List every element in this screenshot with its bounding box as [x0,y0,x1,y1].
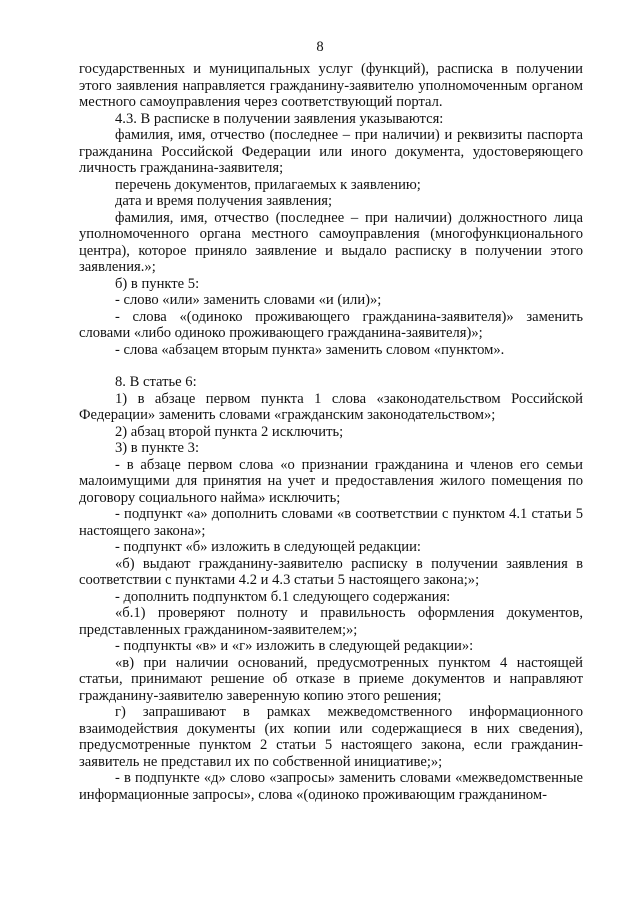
paragraph: фамилия, имя, отчество (последнее – при наличии) должностного лица уполномоченного органа местного самоуправления (многофункционального центра), которое приняло заявление и выдало расписку в получении этого заявления.»; [79,209,583,275]
paragraph: 4.3. В расписке в получении заявления указываются: [115,110,444,127]
paragraph: дата и время получения заявления; [115,193,333,209]
paragraph: - слова «(одиноко проживающего гражданина-заявителя)» заменить словами «либо одиноко проживающего гражданина-заявителя)»; [79,308,583,341]
paragraph-spacer [79,358,583,374]
paragraph: 2) абзац второй пункта 2 исключить; [115,423,344,440]
paragraph: фамилия, имя, отчество (последнее – при наличии) и реквизиты паспорта гражданина Российской Федерации или иного документа, удостоверяющего личность гражданина-заявителя; [79,127,583,176]
paragraph: - подпункт «а» дополнить словами «в соответствии с пунктом 4.1 статьи 5 настоящего закона»; [79,506,583,539]
paragraph: - слово «или» заменить словами «и (или)»; [115,292,382,308]
paragraph: государственных и муниципальных услуг (функций), расписка в получении этого заявления направляется гражданину-заявителю уполномоченным органом местного самоуправления через соответствующий портал. [79,61,583,110]
paragraph: «б) выдают гражданину-заявителю расписку в получении заявления в соответствии с пунктами 4.2 и 4.3 статьи 5 настоящего закона;»; [79,555,583,588]
paragraph: - дополнить подпунктом б.1 следующего содержания: [115,588,451,605]
paragraph: - в абзаце первом слова «о признании гражданина и членов его семьи малоимущими для принятия на учет и предоставления жилого помещения по договору социального найма» исключить; [79,456,583,506]
paragraph: 3) в пункте 3: [115,440,200,456]
paragraph: г) запрашивают в рамках межведомственного информационного взаимодействия документы (их копии или содержащиеся в них сведения), предусмотренные пунктом 2 статьи 5 настоящего закона, если гражданин-заявитель не представил их по собственной инициативе;»; [79,704,583,770]
paragraph: «б.1) проверяют полноту и правильность оформления документов, представленных гражданином-заявителем;»; [79,605,583,638]
paragraph: перечень документов, прилагаемых к заявлению; [115,176,421,193]
paragraph: - в подпункте «д» слово «запросы» заменить словами «межведомственные информационные запросы», слова «(одиноко проживающим гражданином- [79,770,583,803]
paragraph: 8. В статье 6: [115,374,197,390]
paragraph: б) в пункте 5: [115,275,200,292]
page-number: 8 [316,39,324,55]
paragraph: 1) в абзаце первом пункта 1 слова «законодательством Российской Федерации» заменить словами «гражданским законодательством»; [79,390,583,423]
paragraph: - подпункт «б» изложить в следующей редакции: [115,539,421,555]
document-body [79,61,583,803]
paragraph: - слова «абзацем вторым пункта» заменить словом «пунктом». [115,341,505,358]
paragraph: «в) при наличии оснований, предусмотренных пунктом 4 настоящей статьи, принимают решение об отказе в приеме документов и направляют гражданину-заявителю заверенную копию этого решения; [79,654,583,704]
paragraph: - подпункты «в» и «г» изложить в следующей редакции»: [115,638,474,654]
